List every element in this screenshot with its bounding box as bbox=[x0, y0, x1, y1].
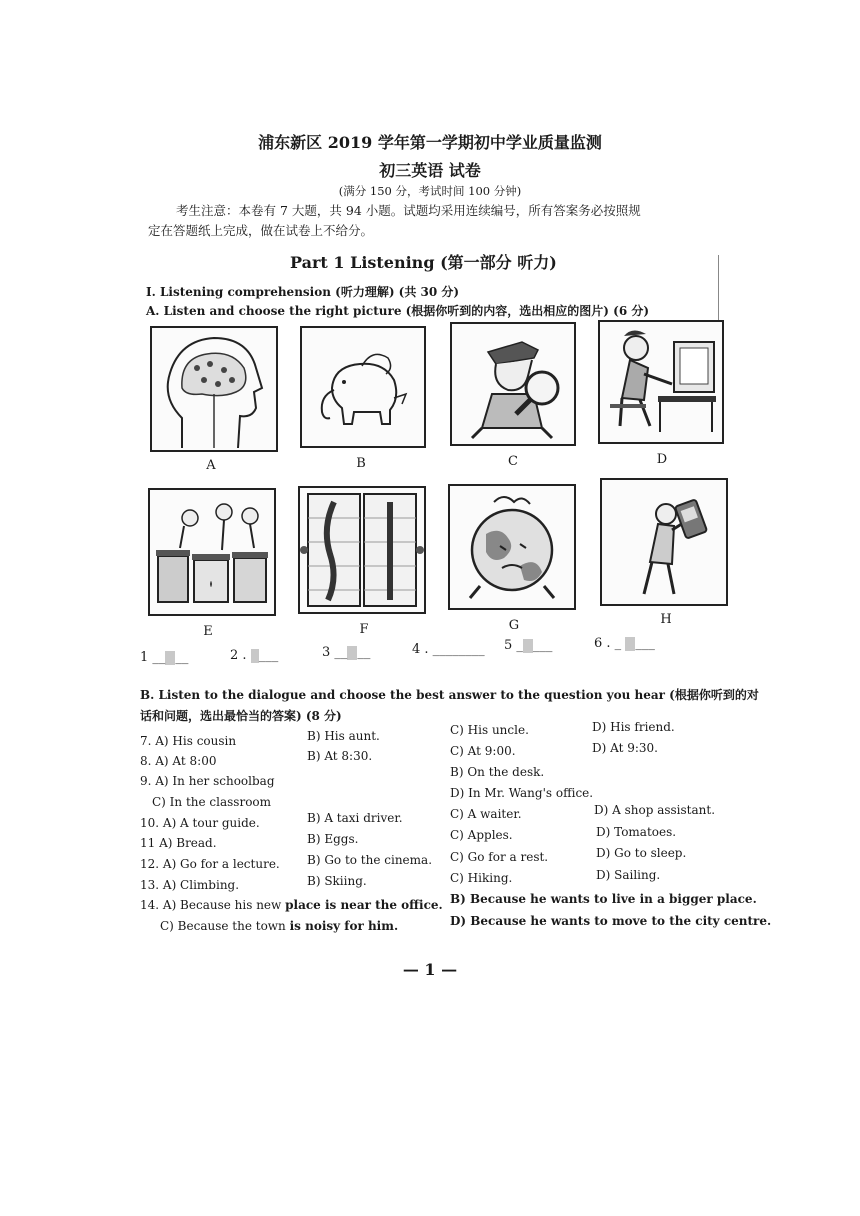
q13-option-a: 13. A) Climbing. bbox=[140, 878, 240, 892]
q7-option-a: 7. A) His cousin bbox=[140, 734, 237, 748]
notice-line-1: 考生注意：本卷有 7 大题，共 94 小题。试题均采用连续编号，所有答案务必按照规 bbox=[176, 203, 641, 218]
picture-c bbox=[450, 322, 576, 446]
q10-option-a: 10. A) A tour guide. bbox=[140, 816, 260, 830]
q9-option-b: B) On the desk. bbox=[450, 765, 545, 779]
q10-option-d: D) A shop assistant. bbox=[594, 803, 716, 817]
q9-option-d: D) In Mr. Wang's office. bbox=[450, 786, 594, 800]
picture-label-e: E bbox=[203, 624, 213, 639]
picture-h bbox=[600, 478, 728, 606]
brain-head-icon bbox=[152, 328, 276, 450]
q14-option-c-emphasis: is noisy for him. bbox=[289, 919, 399, 933]
elephant-icon bbox=[302, 328, 424, 446]
q12-option-a: 12. A) Go for a lecture. bbox=[140, 857, 280, 871]
section-i-heading: I. Listening comprehension (听力理解) (共 30 分) bbox=[146, 285, 460, 299]
q11-option-c: C) Apples. bbox=[450, 828, 513, 842]
exam-meta: (满分 150 分，考试时间 100 分钟) bbox=[338, 184, 522, 198]
q14-option-b: B) Because he wants to live in a bigger place. bbox=[450, 892, 757, 906]
picture-label-a: A bbox=[206, 458, 216, 473]
q14-option-d: D) Because he wants to move to the city centre. bbox=[450, 914, 772, 928]
page-number: — 1 — bbox=[402, 960, 458, 979]
blank-number: 6 bbox=[594, 636, 603, 651]
picture-label-h: H bbox=[660, 612, 672, 627]
exam-title: 浦东新区 2019 学年第一学期初中学业质量监测 bbox=[258, 133, 602, 152]
notice-line-2: 定在答题纸上完成，做在试卷上不给分。 bbox=[148, 223, 374, 238]
picture-label-d: D bbox=[656, 452, 668, 467]
q14-option-c bbox=[160, 919, 398, 933]
q12-option-c: C) Go for a rest. bbox=[450, 850, 549, 864]
answer-blank-2[interactable]: 2 . ___ bbox=[230, 648, 279, 663]
answer-blank-6[interactable]: 6 . _ ___ bbox=[594, 636, 655, 651]
man-computer-icon bbox=[600, 322, 722, 442]
q13-option-b: B) Skiing. bbox=[307, 874, 367, 888]
spine-xray-icon bbox=[300, 488, 424, 612]
blank-number: 3 bbox=[322, 645, 331, 660]
q12-option-d: D) Go to sleep. bbox=[596, 846, 687, 860]
q12-option-b: B) Go to the cinema. bbox=[307, 853, 433, 867]
picture-f bbox=[298, 486, 426, 614]
answer-blank-4[interactable]: 4 . ________ bbox=[412, 642, 485, 657]
sick-earth-icon bbox=[450, 486, 574, 608]
picture-label-f: F bbox=[359, 622, 369, 637]
q8-option-c: C) At 9:00. bbox=[450, 744, 516, 758]
answer-blank-1[interactable]: 1 __ __ bbox=[140, 650, 189, 665]
q9-option-a: 9. A) In her schoolbag bbox=[140, 774, 275, 788]
q10-option-c: C) A waiter. bbox=[450, 807, 522, 821]
q8-option-a: 8. A) At 8:00 bbox=[140, 754, 217, 768]
blank-number: 4 bbox=[412, 642, 421, 657]
q7-option-b: B) His aunt. bbox=[307, 729, 380, 743]
man-phone-icon bbox=[602, 480, 726, 604]
q10-option-b: B) A taxi driver. bbox=[307, 811, 403, 825]
answer-blank-5[interactable]: 5 _ ___ bbox=[504, 638, 553, 653]
q13-option-c: C) Hiking. bbox=[450, 871, 513, 885]
picture-b bbox=[300, 326, 426, 448]
q13-option-d: D) Sailing. bbox=[596, 868, 661, 882]
q8-option-b: B) At 8:30. bbox=[307, 749, 373, 763]
q11-option-a: 11 A) Bread. bbox=[140, 836, 217, 850]
blank-number: 2 bbox=[230, 648, 239, 663]
section-a-heading: A. Listen and choose the right picture (根据你听到的内容，选出相应的图片) (6 分) bbox=[146, 304, 650, 318]
picture-label-g: G bbox=[508, 618, 520, 633]
q8-option-d: D) At 9:30. bbox=[592, 741, 658, 755]
picture-e bbox=[148, 488, 276, 616]
section-b-heading-line-2: 话和问题，选出最恰当的答案) (8 分) bbox=[140, 709, 342, 723]
picture-d bbox=[598, 320, 724, 444]
q7-option-d: D) His friend. bbox=[592, 720, 675, 734]
q11-option-b: B) Eggs. bbox=[307, 832, 359, 846]
q14-option-a-emphasis: place is near the office. bbox=[285, 898, 443, 912]
blank-number: 1 bbox=[140, 650, 149, 665]
blank-number: 5 bbox=[504, 638, 513, 653]
q14-option-a bbox=[140, 898, 443, 912]
answer-blank-3[interactable]: 3 __ __ bbox=[322, 645, 371, 660]
part-title: Part 1 Listening (第一部分 听力) bbox=[290, 253, 557, 272]
recycling-bins-icon bbox=[150, 490, 274, 614]
picture-label-c: C bbox=[508, 454, 518, 469]
section-b-heading-line-1: B. Listen to the dialogue and choose the best answer to the question you hear (根据你听到的对 bbox=[140, 688, 759, 702]
q11-option-d: D) Tomatoes. bbox=[596, 825, 677, 839]
picture-label-b: B bbox=[356, 456, 366, 471]
q7-option-c: C) His uncle. bbox=[450, 723, 529, 737]
picture-a bbox=[150, 326, 278, 452]
q9-option-c: C) In the classroom bbox=[152, 795, 272, 809]
exam-subtitle: 初三英语 试卷 bbox=[379, 161, 481, 180]
detective-magnifier-icon bbox=[452, 324, 574, 444]
picture-g bbox=[448, 484, 576, 610]
q14-option-c-text: C) Because the town bbox=[160, 919, 290, 933]
q14-option-a-text: 14. A) Because his new bbox=[140, 898, 286, 912]
